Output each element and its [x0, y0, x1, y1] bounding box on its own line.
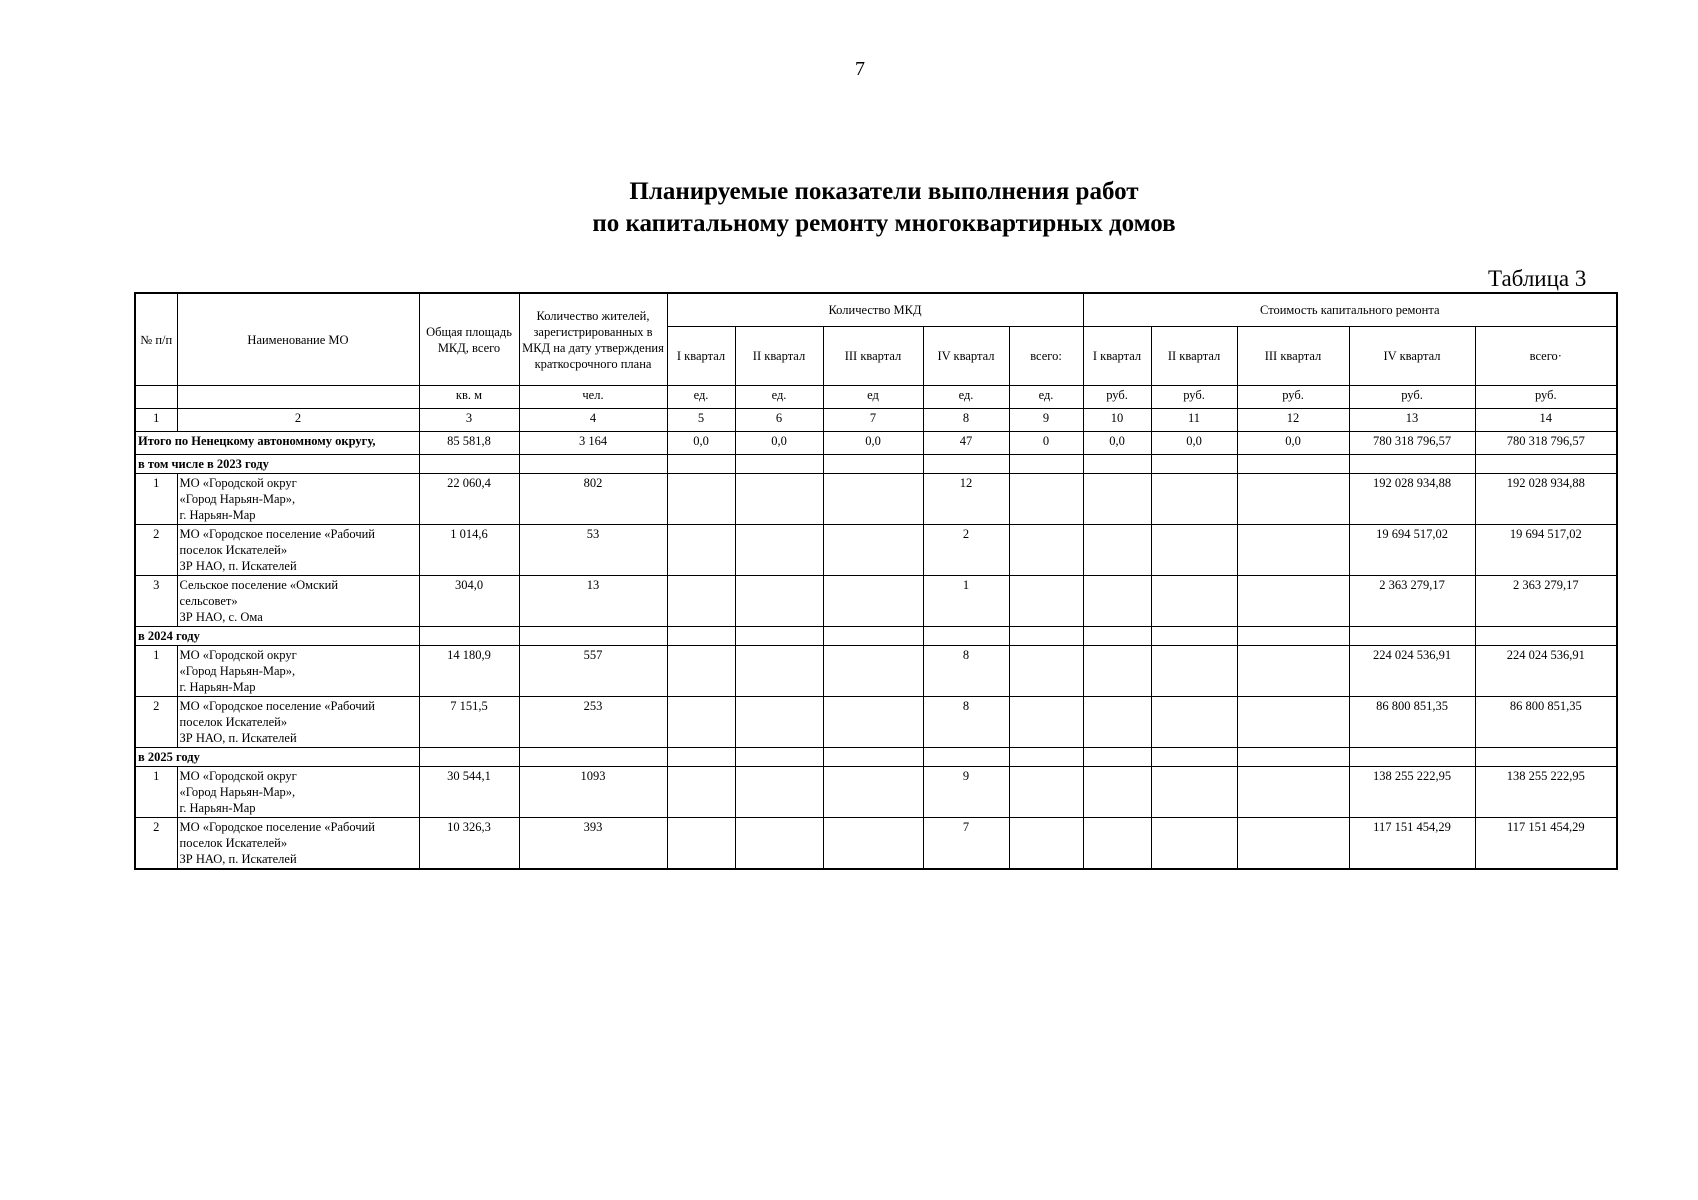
mkd-total-value [1009, 646, 1083, 697]
mkd-q2-value [735, 697, 823, 748]
cost-q1-value [1083, 646, 1151, 697]
table-label: Таблица 3 [1488, 266, 1587, 291]
area-value: 22 060,4 [419, 474, 519, 525]
header-area: Общая площадь МКД, всего [419, 293, 519, 386]
empty-cell [1237, 455, 1349, 474]
summary-value: 3 164 [519, 432, 667, 455]
unit-cell: кв. м [419, 386, 519, 409]
residents-value: 393 [519, 818, 667, 870]
empty-cell [1151, 455, 1237, 474]
municipality-name-line: МО «Городское поселение «Рабочий [179, 820, 375, 834]
mkd-q3-value [823, 697, 923, 748]
header-name: Наименование МО [177, 293, 419, 386]
column-number: 8 [923, 409, 1009, 432]
cost-total-value: 117 151 454,29 [1475, 818, 1617, 870]
table-row [135, 818, 1617, 870]
column-number: 14 [1475, 409, 1617, 432]
unit-cell: руб. [1237, 386, 1349, 409]
cost-q2-value [1151, 576, 1237, 627]
empty-cell [667, 455, 735, 474]
empty-cell [823, 748, 923, 767]
unit-cell: руб. [1083, 386, 1151, 409]
unit-cell: руб. [1349, 386, 1475, 409]
empty-cell [923, 748, 1009, 767]
residents-value: 1093 [519, 767, 667, 818]
unit-cell: ед [823, 386, 923, 409]
municipality-name-line: г. Нарьян-Мар [179, 508, 256, 522]
section-label: в 2025 году [135, 748, 419, 767]
summary-value: 780 318 796,57 [1349, 432, 1475, 455]
cost-q4-value: 86 800 851,35 [1349, 697, 1475, 748]
summary-label: Итого по Ненецкому автономному округу, [135, 432, 419, 455]
mkd-q3-value [823, 818, 923, 870]
cost-total-value: 138 255 222,95 [1475, 767, 1617, 818]
header-cost-q3: III квартал [1237, 327, 1349, 386]
empty-cell [419, 748, 519, 767]
row-number: 1 [135, 474, 177, 525]
municipality-name-line: МО «Городское поселение «Рабочий [179, 699, 375, 713]
cost-q3-value [1237, 767, 1349, 818]
row-number: 2 [135, 818, 177, 870]
residents-value: 253 [519, 697, 667, 748]
mkd-q1-value [667, 646, 735, 697]
cost-q4-value: 2 363 279,17 [1349, 576, 1475, 627]
mkd-q1-value [667, 525, 735, 576]
municipality-name-line: «Город Нарьян-Мар», [179, 492, 296, 506]
row-number: 1 [135, 767, 177, 818]
mkd-total-value [1009, 525, 1083, 576]
cost-q1-value [1083, 818, 1151, 870]
header-mkd-q1: I квартал [667, 327, 735, 386]
cost-q4-value: 138 255 222,95 [1349, 767, 1475, 818]
capital-repair-table [134, 292, 1618, 870]
mkd-q3-value [823, 767, 923, 818]
empty-cell [1349, 748, 1475, 767]
table-row [135, 474, 1617, 525]
empty-cell [1349, 627, 1475, 646]
header-cost-q2: II квартал [1151, 327, 1237, 386]
mkd-q2-value [735, 474, 823, 525]
empty-cell [519, 748, 667, 767]
header-residents: Количество жителей, зарегистрированных в МКД на дату утверждения краткосрочного плана [519, 293, 667, 386]
column-number: 6 [735, 409, 823, 432]
unit-cell: руб. [1151, 386, 1237, 409]
cost-q2-value [1151, 767, 1237, 818]
summary-value: 0,0 [1083, 432, 1151, 455]
municipality-name-line: поселок Искателей» [179, 715, 288, 729]
column-number: 12 [1237, 409, 1349, 432]
empty-cell [735, 627, 823, 646]
cost-q4-value: 192 028 934,88 [1349, 474, 1475, 525]
mkd-q2-value [735, 576, 823, 627]
header-mkd-group: Количество МКД [667, 293, 1083, 327]
header-cost-group: Стоимость капитального ремонта [1083, 293, 1617, 327]
column-number: 1 [135, 409, 177, 432]
residents-value: 557 [519, 646, 667, 697]
municipality-name-line: ЗР НАО, п. Искателей [179, 852, 297, 866]
cost-q3-value [1237, 697, 1349, 748]
municipality-name [177, 576, 419, 627]
units-cell-empty [177, 386, 419, 409]
mkd-q4-value: 2 [923, 525, 1009, 576]
empty-cell [1009, 627, 1083, 646]
cost-q1-value [1083, 576, 1151, 627]
mkd-q3-value [823, 474, 923, 525]
header-mkd-q4: IV квартал [923, 327, 1009, 386]
cost-total-value: 86 800 851,35 [1475, 697, 1617, 748]
cost-q1-value [1083, 697, 1151, 748]
mkd-total-value [1009, 474, 1083, 525]
column-number: 11 [1151, 409, 1237, 432]
municipality-name [177, 474, 419, 525]
table-row [135, 576, 1617, 627]
cost-q1-value [1083, 525, 1151, 576]
title-line-2: по капитальному ремонту многоквартирных домов [592, 210, 1176, 237]
mkd-q2-value [735, 525, 823, 576]
municipality-name-line: г. Нарьян-Мар [179, 801, 256, 815]
empty-cell [1237, 748, 1349, 767]
header-row-1 [135, 293, 1617, 327]
residents-value: 802 [519, 474, 667, 525]
cost-q3-value [1237, 646, 1349, 697]
municipality-name-line: МО «Городское поселение «Рабочий [179, 527, 375, 541]
empty-cell [1151, 627, 1237, 646]
area-value: 10 326,3 [419, 818, 519, 870]
summary-row [135, 432, 1617, 455]
area-value: 7 151,5 [419, 697, 519, 748]
area-value: 14 180,9 [419, 646, 519, 697]
column-number: 2 [177, 409, 419, 432]
cost-q3-value [1237, 818, 1349, 870]
empty-cell [667, 748, 735, 767]
mkd-q1-value [667, 818, 735, 870]
units-cell-empty [135, 386, 177, 409]
summary-value: 85 581,8 [419, 432, 519, 455]
empty-cell [519, 627, 667, 646]
page-number: 7 [855, 58, 865, 80]
mkd-q4-value: 8 [923, 697, 1009, 748]
mkd-q3-value [823, 646, 923, 697]
cost-q2-value [1151, 818, 1237, 870]
column-number: 10 [1083, 409, 1151, 432]
section-row [135, 748, 1617, 767]
municipality-name-line: поселок Искателей» [179, 836, 288, 850]
cost-q2-value [1151, 474, 1237, 525]
cost-q3-value [1237, 525, 1349, 576]
empty-cell [823, 455, 923, 474]
mkd-q2-value [735, 767, 823, 818]
cost-q4-value: 19 694 517,02 [1349, 525, 1475, 576]
mkd-q1-value [667, 474, 735, 525]
document-title [0, 176, 1698, 240]
summary-value: 0 [1009, 432, 1083, 455]
header-mkd-q3: III квартал [823, 327, 923, 386]
municipality-name-line: ЗР НАО, п. Искателей [179, 731, 297, 745]
unit-cell: ед. [1009, 386, 1083, 409]
section-label: в том числе в 2023 году [135, 455, 419, 474]
empty-cell [923, 455, 1009, 474]
mkd-q3-value [823, 525, 923, 576]
municipality-name-line: ЗР НАО, с. Ома [179, 610, 263, 624]
mkd-q4-value: 1 [923, 576, 1009, 627]
mkd-q1-value [667, 767, 735, 818]
column-number: 4 [519, 409, 667, 432]
row-number: 2 [135, 697, 177, 748]
empty-cell [1083, 748, 1151, 767]
column-number: 13 [1349, 409, 1475, 432]
mkd-q4-value: 9 [923, 767, 1009, 818]
empty-cell [1349, 455, 1475, 474]
table-row [135, 697, 1617, 748]
cost-total-value: 19 694 517,02 [1475, 525, 1617, 576]
unit-cell: ед. [735, 386, 823, 409]
header-cost-total: всего· [1475, 327, 1617, 386]
unit-cell: чел. [519, 386, 667, 409]
municipality-name-line: МО «Городской округ [179, 769, 297, 783]
summary-value: 0,0 [667, 432, 735, 455]
section-label: в 2024 году [135, 627, 419, 646]
header-cost-q4: IV квартал [1349, 327, 1475, 386]
row-number: 3 [135, 576, 177, 627]
summary-value: 0,0 [1151, 432, 1237, 455]
empty-cell [1009, 748, 1083, 767]
column-number: 5 [667, 409, 735, 432]
empty-cell [519, 455, 667, 474]
empty-cell [923, 627, 1009, 646]
empty-cell [823, 627, 923, 646]
municipality-name-line: МО «Городской округ [179, 648, 297, 662]
summary-value: 47 [923, 432, 1009, 455]
residents-value: 53 [519, 525, 667, 576]
empty-cell [1475, 455, 1617, 474]
empty-cell [667, 627, 735, 646]
municipality-name [177, 525, 419, 576]
column-numbers-row [135, 409, 1617, 432]
municipality-name-line: Сельское поселение «Омский [179, 578, 339, 592]
empty-cell [419, 627, 519, 646]
residents-value: 13 [519, 576, 667, 627]
mkd-q1-value [667, 576, 735, 627]
mkd-total-value [1009, 818, 1083, 870]
table-row [135, 525, 1617, 576]
mkd-q4-value: 8 [923, 646, 1009, 697]
municipality-name [177, 697, 419, 748]
column-number: 7 [823, 409, 923, 432]
municipality-name [177, 767, 419, 818]
summary-value: 0,0 [735, 432, 823, 455]
empty-cell [735, 455, 823, 474]
mkd-q4-value: 12 [923, 474, 1009, 525]
title-line-1: Планируемые показатели выполнения работ [629, 178, 1139, 205]
mkd-q2-value [735, 818, 823, 870]
municipality-name-line: ЗР НАО, п. Искателей [179, 559, 297, 573]
summary-value: 0,0 [1237, 432, 1349, 455]
empty-cell [1151, 748, 1237, 767]
municipality-name-line: МО «Городской округ [179, 476, 297, 490]
cost-q4-value: 117 151 454,29 [1349, 818, 1475, 870]
header-mkd-q2: II квартал [735, 327, 823, 386]
cost-q2-value [1151, 525, 1237, 576]
header-num: № п/п [135, 293, 177, 386]
header-mkd-total: всего: [1009, 327, 1083, 386]
empty-cell [1009, 455, 1083, 474]
unit-cell: ед. [667, 386, 735, 409]
area-value: 30 544,1 [419, 767, 519, 818]
municipality-name-line: «Город Нарьян-Мар», [179, 664, 296, 678]
table-row [135, 646, 1617, 697]
mkd-q1-value [667, 697, 735, 748]
cost-total-value: 2 363 279,17 [1475, 576, 1617, 627]
empty-cell [1475, 627, 1617, 646]
column-number: 3 [419, 409, 519, 432]
unit-cell: руб. [1475, 386, 1617, 409]
municipality-name [177, 646, 419, 697]
table-row [135, 767, 1617, 818]
mkd-total-value [1009, 576, 1083, 627]
area-value: 304,0 [419, 576, 519, 627]
mkd-q4-value: 7 [923, 818, 1009, 870]
empty-cell [1475, 748, 1617, 767]
header-cost-q1: I квартал [1083, 327, 1151, 386]
cost-q4-value: 224 024 536,91 [1349, 646, 1475, 697]
empty-cell [1237, 627, 1349, 646]
mkd-q2-value [735, 646, 823, 697]
mkd-total-value [1009, 697, 1083, 748]
municipality-name-line: сельсовет» [179, 594, 238, 608]
municipality-name-line: «Город Нарьян-Мар», [179, 785, 296, 799]
empty-cell [735, 748, 823, 767]
mkd-total-value [1009, 767, 1083, 818]
cost-total-value: 192 028 934,88 [1475, 474, 1617, 525]
cost-q1-value [1083, 767, 1151, 818]
empty-cell [1083, 627, 1151, 646]
section-row [135, 455, 1617, 474]
cost-q1-value [1083, 474, 1151, 525]
cost-q3-value [1237, 576, 1349, 627]
municipality-name [177, 818, 419, 870]
summary-value: 0,0 [823, 432, 923, 455]
cost-q3-value [1237, 474, 1349, 525]
cost-q2-value [1151, 646, 1237, 697]
units-row [135, 386, 1617, 409]
row-number: 1 [135, 646, 177, 697]
cost-q2-value [1151, 697, 1237, 748]
empty-cell [419, 455, 519, 474]
row-number: 2 [135, 525, 177, 576]
municipality-name-line: г. Нарьян-Мар [179, 680, 256, 694]
cost-total-value: 224 024 536,91 [1475, 646, 1617, 697]
summary-value: 780 318 796,57 [1475, 432, 1617, 455]
area-value: 1 014,6 [419, 525, 519, 576]
column-number: 9 [1009, 409, 1083, 432]
empty-cell [1083, 455, 1151, 474]
municipality-name-line: поселок Искателей» [179, 543, 288, 557]
section-row [135, 627, 1617, 646]
unit-cell: ед. [923, 386, 1009, 409]
mkd-q3-value [823, 576, 923, 627]
